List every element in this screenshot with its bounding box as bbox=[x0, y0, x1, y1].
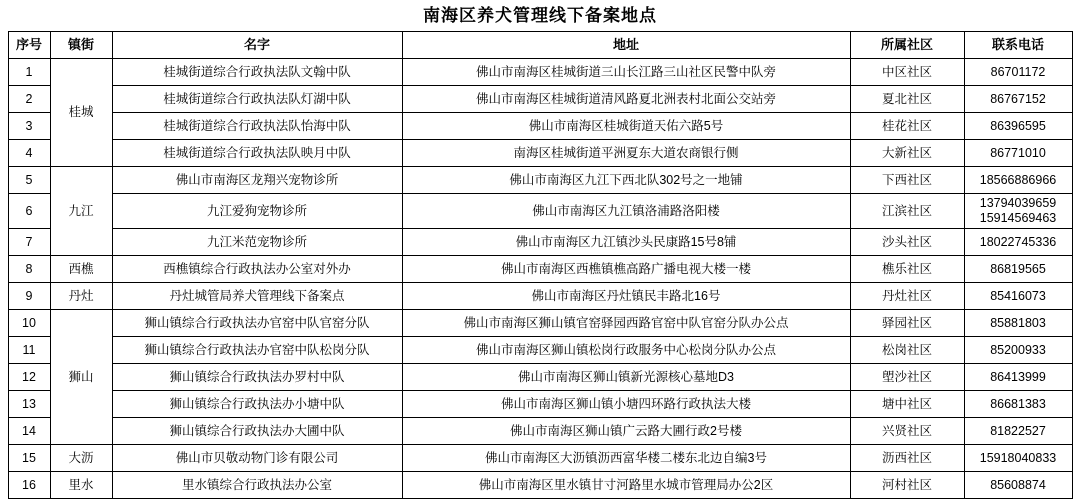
cell-sequence: 15 bbox=[8, 445, 50, 472]
cell-name: 佛山市贝敬动物门诊有限公司 bbox=[112, 445, 402, 472]
cell-name: 桂城街道综合行政执法队灯湖中队 bbox=[112, 86, 402, 113]
cell-phone bbox=[964, 113, 1072, 140]
cell-community: 兴贤社区 bbox=[850, 418, 964, 445]
cell-name: 九江爱狗宠物诊所 bbox=[112, 194, 402, 229]
cell-community: 塘中社区 bbox=[850, 391, 964, 418]
page-title: 南海区养犬管理线下备案地点 bbox=[423, 6, 657, 25]
column-header-phone: 联系电话 bbox=[964, 32, 1072, 59]
cell-phone bbox=[964, 337, 1072, 364]
cell-address: 佛山市南海区九江镇沙头民康路15号8铺 bbox=[402, 229, 850, 256]
cell-address: 佛山市南海区里水镇甘寸河路里水城市管理局办公2区 bbox=[402, 472, 850, 499]
phone-number: 85881803 bbox=[990, 315, 1046, 330]
phone-number: 85416073 bbox=[990, 288, 1046, 303]
table-row bbox=[8, 140, 1072, 167]
cell-name: 狮山镇综合行政执法办官窑中队松岗分队 bbox=[112, 337, 402, 364]
cell-community: 驿园社区 bbox=[850, 310, 964, 337]
cell-town: 西樵 bbox=[50, 256, 112, 283]
cell-name: 狮山镇综合行政执法办罗村中队 bbox=[112, 364, 402, 391]
cell-sequence: 5 bbox=[8, 167, 50, 194]
cell-address: 佛山市南海区丹灶镇民丰路北16号 bbox=[402, 283, 850, 310]
cell-phone bbox=[964, 364, 1072, 391]
cell-name: 桂城街道综合行政执法队文翰中队 bbox=[112, 59, 402, 86]
cell-community: 河村社区 bbox=[850, 472, 964, 499]
cell-town: 九江 bbox=[50, 167, 112, 256]
phone-number: 81822527 bbox=[990, 423, 1046, 438]
cell-address: 佛山市南海区狮山镇官窑驿园西路官窑中队官窑分队办公点 bbox=[402, 310, 850, 337]
table-row bbox=[8, 418, 1072, 445]
cell-sequence: 10 bbox=[8, 310, 50, 337]
cell-phone bbox=[964, 391, 1072, 418]
cell-address: 佛山市南海区桂城街道天佑六路5号 bbox=[402, 113, 850, 140]
table-row bbox=[8, 391, 1072, 418]
table-row bbox=[8, 59, 1072, 86]
column-header-address: 地址 bbox=[402, 32, 850, 59]
cell-community: 丹灶社区 bbox=[850, 283, 964, 310]
cell-sequence: 16 bbox=[8, 472, 50, 499]
table-row bbox=[8, 113, 1072, 140]
cell-phone bbox=[964, 283, 1072, 310]
cell-town: 里水 bbox=[50, 472, 112, 499]
cell-phone bbox=[964, 140, 1072, 167]
cell-community: 江滨社区 bbox=[850, 194, 964, 229]
cell-town: 桂城 bbox=[50, 59, 112, 167]
table-row bbox=[8, 256, 1072, 283]
cell-sequence: 14 bbox=[8, 418, 50, 445]
phone-number: 85200933 bbox=[990, 342, 1046, 357]
phone-number: 18022745336 bbox=[979, 234, 1057, 249]
cell-address: 佛山市南海区桂城街道清风路夏北洲表村北面公交站旁 bbox=[402, 86, 850, 113]
phone-number: 86767152 bbox=[990, 91, 1046, 106]
cell-address: 南海区桂城街道平洲夏东大道农商银行侧 bbox=[402, 140, 850, 167]
cell-phone bbox=[964, 167, 1072, 194]
cell-address: 佛山市南海区狮山镇广云路大圃行政2号楼 bbox=[402, 418, 850, 445]
table-row bbox=[8, 337, 1072, 364]
table-row bbox=[8, 194, 1072, 229]
cell-sequence: 12 bbox=[8, 364, 50, 391]
phone-number: 15918040833 bbox=[979, 450, 1057, 465]
cell-sequence: 6 bbox=[8, 194, 50, 229]
table-row bbox=[8, 364, 1072, 391]
table-row bbox=[8, 167, 1072, 194]
cell-phone bbox=[964, 194, 1072, 229]
cell-address: 佛山市南海区狮山镇新光源核心墓地D3 bbox=[402, 364, 850, 391]
cell-sequence: 3 bbox=[8, 113, 50, 140]
table-body bbox=[8, 59, 1072, 499]
cell-community: 沥西社区 bbox=[850, 445, 964, 472]
cell-name: 狮山镇综合行政执法办大圃中队 bbox=[112, 418, 402, 445]
cell-address: 佛山市南海区狮山镇松岗行政服务中心松岗分队办公点 bbox=[402, 337, 850, 364]
cell-phone bbox=[964, 445, 1072, 472]
cell-sequence: 1 bbox=[8, 59, 50, 86]
table-header-row bbox=[8, 32, 1072, 59]
cell-address: 佛山市南海区九江镇洛浦路洛阳楼 bbox=[402, 194, 850, 229]
cell-community: 下西社区 bbox=[850, 167, 964, 194]
cell-address: 佛山市南海区大沥镇沥西富华楼二楼东北边自编3号 bbox=[402, 445, 850, 472]
cell-town: 丹灶 bbox=[50, 283, 112, 310]
cell-phone bbox=[964, 229, 1072, 256]
table-row bbox=[8, 310, 1072, 337]
registration-locations-table bbox=[8, 31, 1073, 499]
cell-community: 樵乐社区 bbox=[850, 256, 964, 283]
cell-community: 松岗社区 bbox=[850, 337, 964, 364]
cell-name: 西樵镇综合行政执法办公室对外办 bbox=[112, 256, 402, 283]
cell-phone bbox=[964, 310, 1072, 337]
table-row bbox=[8, 472, 1072, 499]
cell-town: 大沥 bbox=[50, 445, 112, 472]
cell-sequence: 13 bbox=[8, 391, 50, 418]
cell-phone bbox=[964, 472, 1072, 499]
cell-sequence: 7 bbox=[8, 229, 50, 256]
phone-number: 85608874 bbox=[990, 477, 1046, 492]
cell-name: 九江米范宠物诊所 bbox=[112, 229, 402, 256]
cell-town: 狮山 bbox=[50, 310, 112, 445]
cell-community: 沙头社区 bbox=[850, 229, 964, 256]
cell-name: 桂城街道综合行政执法队怡海中队 bbox=[112, 113, 402, 140]
phone-number: 86413999 bbox=[990, 369, 1046, 384]
cell-name: 狮山镇综合行政执法办官窑中队官窑分队 bbox=[112, 310, 402, 337]
cell-phone bbox=[964, 256, 1072, 283]
cell-address: 佛山市南海区桂城街道三山长江路三山社区民警中队旁 bbox=[402, 59, 850, 86]
cell-community: 塱沙社区 bbox=[850, 364, 964, 391]
cell-address: 佛山市南海区狮山镇小塘四环路行政执法大楼 bbox=[402, 391, 850, 418]
cell-address: 佛山市南海区西樵镇樵高路广播电视大楼一楼 bbox=[402, 256, 850, 283]
cell-sequence: 2 bbox=[8, 86, 50, 113]
table-row bbox=[8, 445, 1072, 472]
cell-phone bbox=[964, 59, 1072, 86]
phone-number: 15914569463 bbox=[979, 211, 1057, 226]
cell-community: 夏北社区 bbox=[850, 86, 964, 113]
column-header-seq: 序号 bbox=[8, 32, 50, 59]
cell-phone bbox=[964, 418, 1072, 445]
cell-name: 狮山镇综合行政执法办小塘中队 bbox=[112, 391, 402, 418]
cell-phone bbox=[964, 86, 1072, 113]
cell-sequence: 9 bbox=[8, 283, 50, 310]
column-header-community: 所属社区 bbox=[850, 32, 964, 59]
cell-sequence: 4 bbox=[8, 140, 50, 167]
cell-name: 桂城街道综合行政执法队映月中队 bbox=[112, 140, 402, 167]
cell-sequence: 11 bbox=[8, 337, 50, 364]
cell-community: 大新社区 bbox=[850, 140, 964, 167]
cell-name: 丹灶城管局养犬管理线下备案点 bbox=[112, 283, 402, 310]
phone-number: 86701172 bbox=[990, 64, 1046, 79]
cell-name: 里水镇综合行政执法办公室 bbox=[112, 472, 402, 499]
cell-name: 佛山市南海区龙翔兴宠物诊所 bbox=[112, 167, 402, 194]
phone-number: 86819565 bbox=[990, 261, 1046, 276]
phone-number: 86771010 bbox=[990, 145, 1046, 160]
table-row bbox=[8, 229, 1072, 256]
cell-community: 中区社区 bbox=[850, 59, 964, 86]
cell-sequence: 8 bbox=[8, 256, 50, 283]
phone-number: 86396595 bbox=[990, 118, 1046, 133]
column-header-name: 名字 bbox=[112, 32, 402, 59]
column-header-town: 镇街 bbox=[50, 32, 112, 59]
table-row bbox=[8, 86, 1072, 113]
phone-number: 13794039659 bbox=[979, 196, 1057, 211]
cell-address: 佛山市南海区九江下西北队302号之一地铺 bbox=[402, 167, 850, 194]
table-row bbox=[8, 283, 1072, 310]
phone-number: 86681383 bbox=[990, 396, 1046, 411]
cell-community: 桂花社区 bbox=[850, 113, 964, 140]
phone-number: 18566886966 bbox=[979, 172, 1057, 187]
